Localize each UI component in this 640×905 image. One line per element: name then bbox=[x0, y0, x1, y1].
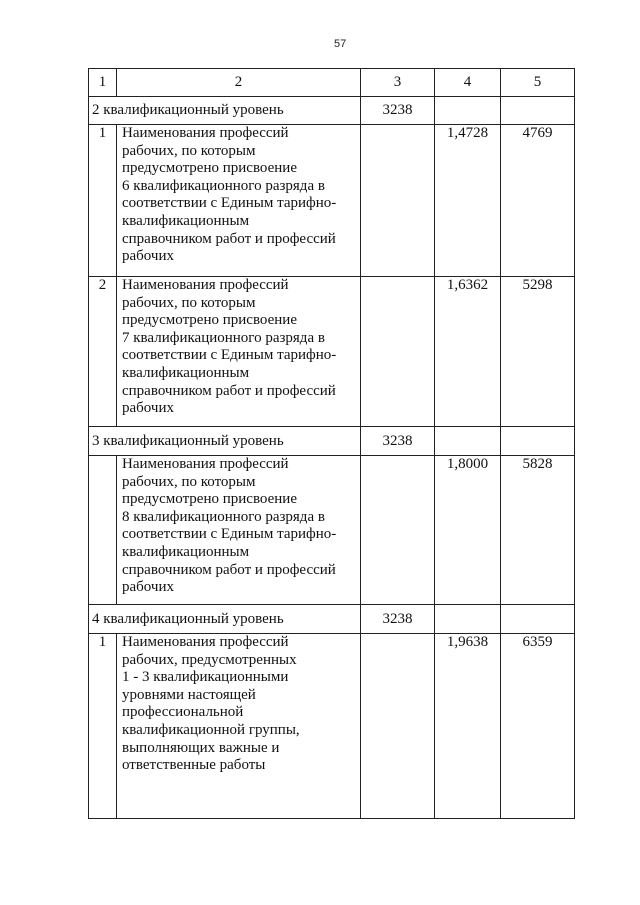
row-col5: 4769 bbox=[501, 125, 575, 277]
level-col4 bbox=[435, 97, 501, 125]
level-col5 bbox=[501, 97, 575, 125]
row-number: 1 bbox=[89, 125, 117, 277]
row-col4: 1,9638 bbox=[435, 634, 501, 819]
page-number: 57 bbox=[334, 38, 347, 50]
header-cell-4: 4 bbox=[435, 69, 501, 97]
level-col3: 3238 bbox=[361, 427, 435, 456]
row-number: 1 bbox=[89, 634, 117, 819]
level-col5 bbox=[501, 605, 575, 634]
table-row bbox=[89, 277, 575, 427]
row-col3 bbox=[361, 277, 435, 427]
row-col4: 1,6362 bbox=[435, 277, 501, 427]
table-row bbox=[89, 125, 575, 277]
table-row bbox=[89, 634, 575, 819]
header-cell-5: 5 bbox=[501, 69, 575, 97]
table-row bbox=[89, 456, 575, 605]
level-label: 3 квалификационный уровень bbox=[89, 427, 361, 456]
level-col4 bbox=[435, 605, 501, 634]
level-row bbox=[89, 427, 575, 456]
row-description: Наименования профессий рабочих, по которым предусмотрено присвоение 7 квалификационного разряда в соответствии с Единым тарифно- квалификационным справочником работ и профессий рабочих bbox=[117, 277, 361, 427]
level-label: 2 квалификационный уровень bbox=[89, 97, 361, 125]
row-col3 bbox=[361, 456, 435, 605]
level-col3: 3238 bbox=[361, 605, 435, 634]
row-col3 bbox=[361, 125, 435, 277]
level-label: 4 квалификационный уровень bbox=[89, 605, 361, 634]
row-col4: 1,8000 bbox=[435, 456, 501, 605]
row-description: Наименования профессий рабочих, по которым предусмотрено присвоение 6 квалификационного разряда в соответствии с Единым тарифно- квалификационным справочником работ и профессий рабочих bbox=[117, 125, 361, 277]
qualification-table bbox=[88, 68, 575, 819]
row-col4: 1,4728 bbox=[435, 125, 501, 277]
row-col3 bbox=[361, 634, 435, 819]
header-cell-3: 3 bbox=[361, 69, 435, 97]
header-cell-2: 2 bbox=[117, 69, 361, 97]
level-col5 bbox=[501, 427, 575, 456]
level-col3: 3238 bbox=[361, 97, 435, 125]
row-description: Наименования профессий рабочих, по которым предусмотрено присвоение 8 квалификационного разряда в соответствии с Единым тарифно- квалификационным справочником работ и профессий рабочих bbox=[117, 456, 361, 605]
row-description: Наименования профессий рабочих, предусмотренных 1 - 3 квалификационными уровнями настоящей профессиональной квалификационной группы, выполняющих важные и ответственные работы bbox=[117, 634, 361, 819]
row-number bbox=[89, 456, 117, 605]
level-row bbox=[89, 97, 575, 125]
level-row bbox=[89, 605, 575, 634]
row-col5: 5298 bbox=[501, 277, 575, 427]
row-number: 2 bbox=[89, 277, 117, 427]
row-col5: 6359 bbox=[501, 634, 575, 819]
table-header-row bbox=[89, 69, 575, 97]
header-cell-1: 1 bbox=[89, 69, 117, 97]
level-col4 bbox=[435, 427, 501, 456]
row-col5: 5828 bbox=[501, 456, 575, 605]
